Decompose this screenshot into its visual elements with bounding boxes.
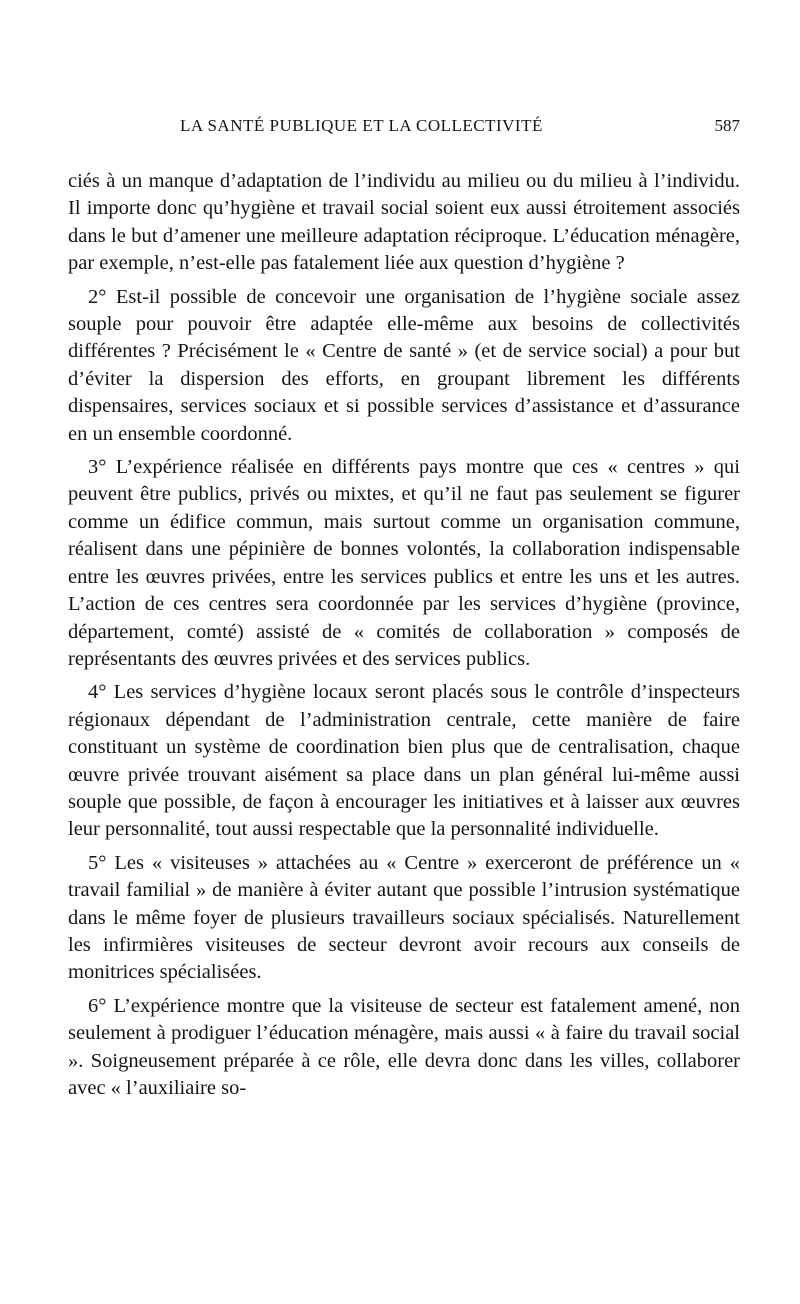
paragraph-point-5: 5° Les « visiteuses » attachées au « Centre » exerceront de préférence un « travail familial » de manière à éviter autant que possible l’intrusion systématique dans le même foyer de plusieurs travailleurs sociaux spécialisés. Naturellement les infirmières visiteuses de secteur devront avoir recours aux conseils de monitrices spécialisées.: [68, 851, 740, 984]
body-text: [68, 168, 740, 1108]
running-title: LA SANTÉ PUBLIQUE ET LA COLLECTIVITÉ: [180, 116, 543, 135]
page-number: 587: [714, 116, 740, 135]
paragraph-point-4: 4° Les services d’hygiène locaux seront placés sous le contrôle d’inspecteurs régionaux dépendant de l’administration centrale, cette manière de faire constituant un système de coordination bien plus que de centralisation, chaque œuvre privée trouvant aisément sa place dans un plan général lui-même aussi souple que possible, de façon à encourager les initiatives et à laisser aux œuvres leur personnalité, tout aussi respectable que la personnalité individuelle.: [68, 681, 740, 841]
paragraph-point-3: 3° L’expérience réalisée en différents pays montre que ces « centres » qui peuvent être publics, privés ou mixtes, et qu’il ne faut pas seulement se figurer comme un édifice commun, mais surtout comme un organisation commune, réalisent dans une pépinière de bonnes volontés, la collaboration indispensable entre les œuvres privées, entre les services publics et entre les uns et les autres. L’action de ces centres sera coordonnée par les services d’hygiène (province, département, comté) assisté de « comités de collaboration » composés de représentants des œuvres privées et des services publics.: [68, 456, 740, 670]
paragraph-point-2: 2° Est-il possible de concevoir une organisation de l’hygiène sociale assez souple pour pouvoir être adaptée elle-même aux besoins de collectivités différentes ? Précisément le « Centre de santé » (et de service social) a pour but d’éviter la dispersion des efforts, en groupant librement les différents dispensaires, services sociaux et si possible services d’assistance et d’assurance en un ensemble coordonné.: [68, 285, 740, 445]
paragraph-point-6: 6° L’expérience montre que la visiteuse de secteur est fatalement amené, non seulement à prodiguer l’éducation ménagère, mais aussi « à faire du travail social ». Soigneusement préparée à ce rôle, elle devra donc dans les villes, collaborer avec « l’auxiliaire so-: [68, 994, 740, 1099]
paragraph-continuation: ciés à un manque d’adaptation de l’individu au milieu ou du milieu à l’individu. Il importe donc qu’hygiène et travail social soient eux aussi étroitement associés dans le but d’amener une meilleure adaptation réciproque. L’éducation ménagère, par exemple, n’est-elle pas fatalement liée aux question d’hygiène ?: [68, 170, 740, 275]
running-head: [68, 116, 740, 142]
